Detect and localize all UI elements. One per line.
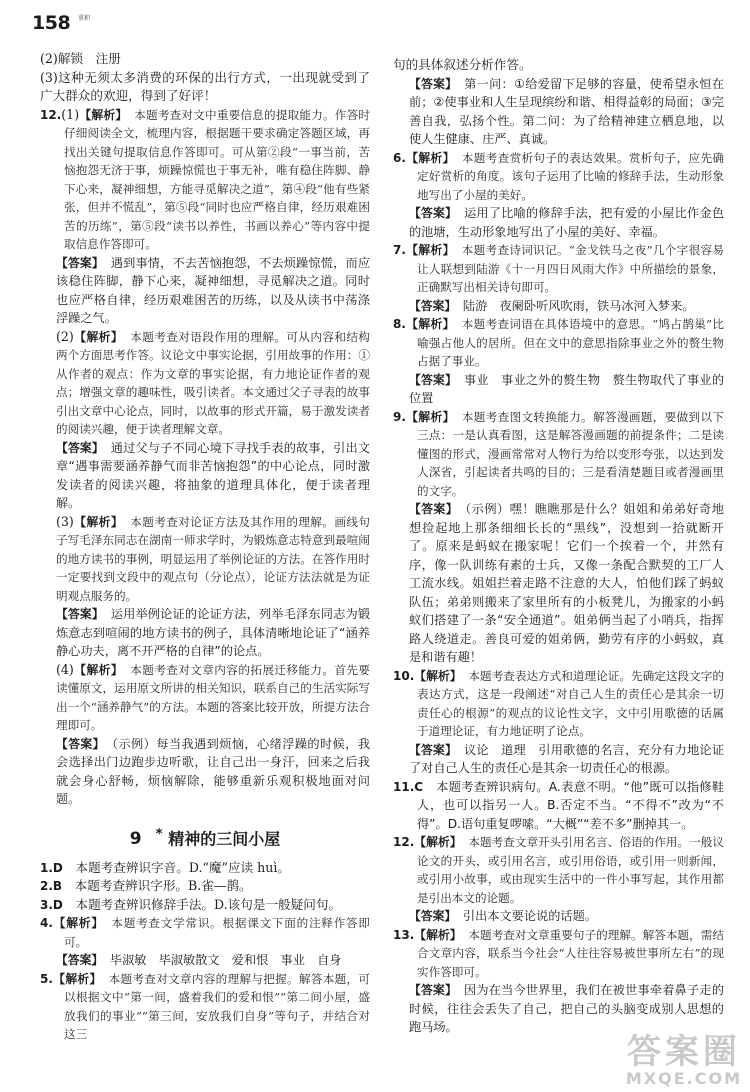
analysis-tag: 【解析】 <box>52 916 98 931</box>
answer-block <box>393 907 724 926</box>
paragraph-text: （示例）每当我遇到烦恼，心绪浮躁的时候，我会选择出门边跑步边听歌，让自己出一身汗，回来之后我就会身心舒畅，烦恼解除，能够重新乐观积极地面对问题。 <box>56 736 371 806</box>
answer-tag: 【答案】 <box>409 298 451 313</box>
question-number: 13. <box>393 927 415 942</box>
answer-tag: 【答案】 <box>409 76 452 91</box>
analysis-tag: 【解析】 <box>414 835 456 849</box>
question-number: 1. <box>40 860 53 875</box>
analysis-tag: 【解析】 <box>414 668 456 683</box>
paragraph-text: 本题考查文章开头引用名言、俗语的作用。一般议论文的开头，或引用名言，或引用俗语，或引用一则新闻，或引用小故事，或由现实生活中的一件小事写起，其作用都是引出本文的论题。 <box>417 835 724 905</box>
answer-tag: 【答案】 <box>409 909 451 923</box>
text-line <box>40 69 370 106</box>
question-number: 2. <box>40 879 53 894</box>
analysis-block <box>40 328 370 439</box>
question-number: 12. <box>393 835 415 849</box>
paragraph-text: 议论 道理 引用歌德的名言，充分有力地论证了对自己人生的责任心是其余一切责任心的根源。 <box>409 742 725 775</box>
analysis-tag: 【解析】 <box>73 329 118 344</box>
paragraph-text: 本题考查文学常识。根据课文下面的注释作答即可。 <box>64 916 370 949</box>
analysis-block <box>40 914 370 951</box>
paragraph-text: 句的具体叙述分析作答。 <box>393 57 532 72</box>
watermark-logo <box>626 1034 742 1088</box>
paragraph-text: (3)这种无须太多消费的环保的出行方式，一出现就受到了广大群众的欢迎，得到了好评！ <box>40 69 370 103</box>
analysis-block <box>393 408 724 501</box>
analysis-block <box>40 106 370 254</box>
paragraph-text: 毕淑敏 毕淑敏散文 爱和恨 事业 自身 <box>109 953 342 968</box>
answer-block <box>393 500 724 667</box>
analysis-tag: 【解析】 <box>405 243 449 257</box>
answer-block <box>40 254 370 328</box>
page-number: 158 <box>32 12 71 34</box>
left-column <box>40 50 370 1044</box>
answer-tag: 【答案】 <box>56 953 98 968</box>
paragraph-text: 本题考查赏析句子的表达效果。赏析句子，应先确定好赏析的角度。该句子运用了比喻的修辞手法，生动形象地写出了小屋的美好。 <box>417 150 724 202</box>
section-heading <box>40 823 370 851</box>
answer-block <box>393 741 724 778</box>
question-number: 12. <box>40 107 62 122</box>
paragraph-text: （示例）嘿！瞧瞧那是什么？姐姐和弟弟好奇地想捡起地上那条细细长长的“黑线”，没想到一拾就断开了。原来是蚂蚁在搬家呢！它们一个挨着一个，井然有序，像一队训练有素的士兵，又像一条配合默契的工厂人工流水线。姐姐拦着走路不注意的大人，怕他们踩了蚂蚁队伍；弟弟则搬来了家里所有的小板凳儿，为搬家的小蚂蚁们搭建了一条“安全通道”。姐弟俩当起了小哨兵，指挥路人绕道走。善良可爱的姐弟俩，勤劳有序的小蚂蚁，真是和谐有趣！ <box>409 502 724 664</box>
paragraph-text: 引出本文要论说的话题。 <box>462 909 597 923</box>
watermark-title: 答案圈 <box>626 1032 741 1072</box>
choice-letter: D <box>52 860 63 875</box>
analysis-tag: 【解析】 <box>405 409 449 424</box>
answer-block <box>393 204 724 241</box>
paragraph-text: (2)解锁 注册 <box>40 51 121 66</box>
section-title: 精神的三间小屋 <box>168 828 281 848</box>
analysis-tag: 【解析】 <box>73 662 118 677</box>
analysis-block <box>40 661 370 735</box>
answer-tag: 【答案】 <box>56 736 99 751</box>
short-answer <box>40 859 370 878</box>
sub-number: (2) <box>56 328 74 344</box>
paragraph-text: 因为在当今世界里，我们在被世事牵着鼻子走的时候，往往会丢失了自己，把自己的头脑变成别人思想的跑马场。 <box>409 983 725 1034</box>
watermark-url: MXQE.COM <box>625 1069 742 1088</box>
section-mark: * <box>155 826 163 842</box>
paragraph-text: 本题考查词语在具体语境中的意思。“鸠占鹊巢”比喻强占他人的居所。但在文中的意思指除事业之外的赘生物占据了事业。 <box>417 317 725 368</box>
paragraph-text: 本题考查诗词识记。“金戈铁马之夜”几个字很容易让人联想到陆游《十一月四日风雨大作》中所描绘的景象，正确默写出相关诗句即可。 <box>417 243 725 294</box>
answer-block <box>393 778 724 834</box>
question-number: 10. <box>393 668 415 683</box>
analysis-tag: 【解析】 <box>414 927 456 942</box>
answer-block <box>393 297 724 316</box>
answer-tag: 【答案】 <box>409 742 452 757</box>
paragraph-text: 本题考查对文章内容的理解与把握。解答本题，可以根据文中“第一间，盛着我们的爱和恨”“第二间小屋，盛放我们的事业”“第三间，安放我们自身”等句子，并结合对这三 <box>64 971 370 1042</box>
paragraph-text: 本题考查对文章重要句子的理解。解答本题，需结合文章内容，联系当今社会“人往往容易被世事所左右”的现实作答即可。 <box>417 927 724 979</box>
paragraph-text: 运用举例论证的论证方法，列举毛泽东同志为锻炼意志到喧闹的地方读书的例子，具体清晰地论证了“涵养静心功夫，离不开严格的自律”的论点。 <box>56 607 371 658</box>
text-line <box>393 56 724 75</box>
answer-tag: 【答案】 <box>409 502 453 516</box>
short-answer <box>40 896 370 915</box>
paragraph-text: 遇到事情，不去苦恼抱怨，不去烦躁惊慌，而应该稳住阵脚，静下心来，凝神细想，寻觅解决之道。同时也应严格自律，经历艰难困苦的历练，以及从读书中荡涤浮躁之气。 <box>56 255 371 325</box>
answer-tag: 【答案】 <box>409 983 452 997</box>
paragraph-text: 第一问：①给爱留下足够的容量，使希望永恒在前；②使事业和人生呈现缤纷和谐、相得益彰的局面；③完善自我，弘扬个性。第二问：为了给精神建立栖息地，以使人生健康、庄严、真诚。 <box>409 76 725 146</box>
question-number: 7. <box>393 243 406 257</box>
question-number: 8. <box>393 317 406 331</box>
analysis-tag: 【解析】 <box>52 971 96 986</box>
analysis-tag: 【解析】 <box>79 107 122 122</box>
answer-block <box>393 371 724 408</box>
analysis-tag: 【解析】 <box>73 514 118 529</box>
analysis-block <box>40 513 370 606</box>
analysis-block <box>393 149 724 205</box>
paragraph-text: 本题考查对文章内容的拓展迁移能力。首先要读懂原文，运用原文所讲的相关知识，联系自己的生活实际写出一个“涵养静气”的方法。本题的答案比较开放，所提方法合理即可。 <box>56 662 370 732</box>
right-column <box>393 56 724 1037</box>
answer-tag: 【答案】 <box>409 372 452 387</box>
question-number: 9. <box>393 409 406 424</box>
short-answer <box>40 877 370 896</box>
choice-letter: D <box>52 897 63 912</box>
paragraph-text: 本题考查辨识修辞手法。D.该句是一般疑问句。 <box>75 896 342 912</box>
answer-tag: 【答案】 <box>56 607 98 621</box>
analysis-block <box>393 241 724 297</box>
section-number: 9 <box>129 828 142 849</box>
paragraph-text: 本题考查辨识病句。A.表意不明。“他”既可以指修鞋人，也可以指另一人。B.否定不当。“不得不”改为“不得”。D.语句重复啰嗦。“大概”“差不多”删掉其一。 <box>417 779 725 831</box>
paragraph-text: 通过父与子不同心境下寻找手表的故事，引出文章“遇事需要涵养静气而非苦恼抱怨”的中心论点，同时激发读者的阅读兴趣，将抽象的道理具体化，便于读者理解。 <box>56 440 371 510</box>
answer-tag: 【答案】 <box>56 440 98 455</box>
answer-block <box>393 981 724 1037</box>
choice-letter: C <box>414 779 424 794</box>
choice-letter: B <box>52 879 63 894</box>
analysis-block <box>393 833 724 907</box>
paragraph-text: 本题考查图文转换能力。解答漫画题，要做到以下三点：一是认真看图，这是解答漫画题的前提条件；二是读懂图的形式，漫画常常对人物行为给以变形夸张，以达到发人深省，引起读者共鸣的目的；三是看清楚题目或者漫画里的文字。 <box>417 409 724 498</box>
answer-block <box>393 75 724 149</box>
answer-tag: 【答案】 <box>409 206 452 220</box>
question-number: 3. <box>40 897 53 912</box>
question-number: 6. <box>393 150 406 165</box>
paragraph-text: 事业 事业之外的赘生物 赘生物取代了事业的位置 <box>409 372 725 405</box>
analysis-block <box>393 926 724 982</box>
analysis-block <box>393 667 724 741</box>
paragraph-text: 本题考查辨识字形。B.雀—鹊。 <box>74 878 252 894</box>
analysis-tag: 【解析】 <box>405 317 449 331</box>
paragraph-text: 本题考查对语段作用的理解。可从内容和结构两个方面思考作答。议论文中事实论据，引用故事的作用：①从作者的观点：作为文章的事实论据，有力地论证作者的观点；增强文章的趣味性，吸引读者。本文通过父子寻表的故事引出文章中心论点，同时，以故事的形式开篇，易于激发读者的阅读兴趣，便于读者理解文章。 <box>56 329 370 436</box>
text-line <box>40 50 370 69</box>
paragraph-text: 本题考查对论证方法及其作用的理解。画线句子写毛泽东同志在湖南一师求学时，为锻炼意志特意到最喧闹的地方读书的事例，明显运用了举例论证的方法。在答作用时一定要找到文段中的观点句（分论点），论证方法法就是为证明观点服务的。 <box>56 514 370 603</box>
answer-block <box>40 735 370 809</box>
question-number: 4. <box>40 916 53 931</box>
analysis-block <box>393 315 724 371</box>
answer-tag: 【答案】 <box>56 255 98 270</box>
sub-number: (1) <box>61 106 80 122</box>
paragraph-text: 本题考查对文中重要信息的提取能力。作答时仔细阅读全文，梳理内容，根据题干要求确定答题区域，再找出关键句提取信息作答即可。可从第②段“一事当前，苦恼抱怨无济于事，烦躁惊慌也于事无补，唯有稳住阵脚、静下心来，凝神细想，方能寻觅解决之道”，第④段“他有些紧张，但并不慌乱”，第⑤段“同时也应严格自律，经历艰难困苦的历练”，第⑤段“读书以养性，书画以养心”等内容中提取信息作答即可。 <box>64 107 370 251</box>
analysis-tag: 【解析】 <box>405 150 449 165</box>
paragraph-text: 陆游 夜阑卧听风吹雨，铁马冰河入梦来。 <box>462 298 695 313</box>
answer-block <box>40 951 370 970</box>
sub-number: (3) <box>56 513 74 529</box>
analysis-block <box>40 970 370 1044</box>
question-number: 11. <box>393 779 415 794</box>
sub-number: (4) <box>56 661 74 677</box>
paragraph-text: 本题考查表达方式和道理论证。先确定这段文字的表达方式，这是一段阐述“对自己人生的责任心是其余一切责任心的根源”的观点的议论性文字，文中引用歌德的话属于道理论证，有力地证明了论点。 <box>417 668 724 738</box>
answer-block <box>40 605 370 661</box>
answer-block <box>40 439 370 513</box>
page-corner-tag: 重积 <box>78 15 91 22</box>
question-number: 5. <box>40 971 53 986</box>
paragraph-text: 运用了比喻的修辞手法，把有爱的小屋比作金色的池塘，生动形象地写出了小屋的美好、幸福。 <box>409 206 725 239</box>
paragraph-text: 本题考查辨识字音。D.“魔”应读 huì。 <box>75 859 290 875</box>
